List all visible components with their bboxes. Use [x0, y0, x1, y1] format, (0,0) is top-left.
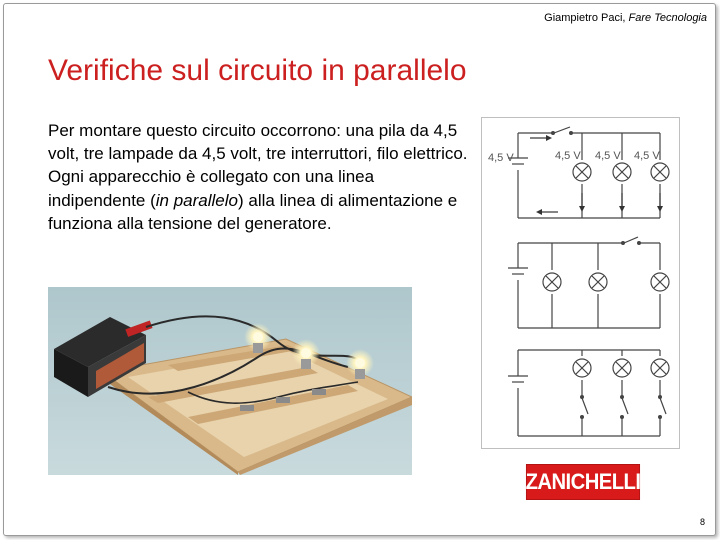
- lamp-voltage-label: 4,5 V: [595, 150, 621, 162]
- slide: [3, 3, 716, 536]
- publisher-logo: ZANICHELLI: [526, 464, 640, 500]
- page-number: 8: [699, 517, 705, 527]
- circuit-schematic: [481, 117, 680, 449]
- author-name: Giampietro Paci,: [544, 12, 626, 24]
- parallel-paragraph-end: ) alla linea di alimentazione e funziona alla tensione del generatore.: [48, 190, 458, 233]
- battery-voltage-label: 4,5 V: [488, 152, 514, 164]
- materials-paragraph: Per montare questo circuito occorrono: una pila da 4,5 volt, tre lampade da 4,5 volt, tre interruttori, filo elettrico.: [48, 121, 468, 164]
- parallel-emphasis: in parallelo: [155, 190, 238, 210]
- parallel-paragraph-start: Ogni apparecchio è collegato con una linea indipendente (: [48, 167, 375, 210]
- body-text: [48, 119, 468, 235]
- slide-title: Verifiche sul circuito in parallelo: [48, 54, 467, 87]
- author-credit: [544, 12, 707, 24]
- book-title: Fare Tecnologia: [628, 12, 707, 24]
- lamp-voltage-label: 4,5 V: [634, 150, 660, 162]
- lamp-voltage-label: 4,5 V: [555, 150, 581, 162]
- circuit-photo: [48, 287, 412, 475]
